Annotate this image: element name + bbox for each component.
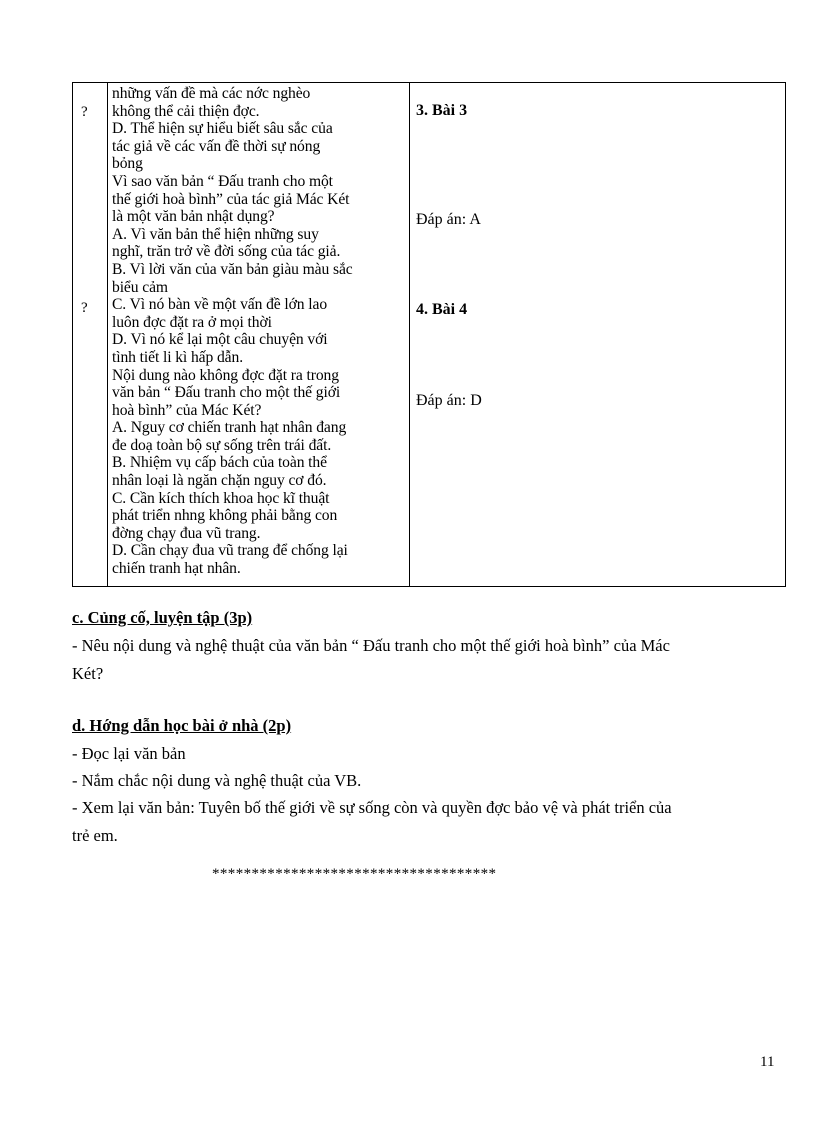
table-column-divider	[107, 83, 108, 586]
question-line: A. Vì văn bản thể hiện những suy	[112, 225, 319, 243]
section-d-item: - Xem lại văn bản: Tuyên bố thế giới về sự sống còn và quyền đợc bảo vệ và phát triển của	[72, 798, 672, 817]
question-line: nghĩ, trăn trở về đời sống của tác giả.	[112, 243, 341, 261]
question-line: những vấn đề mà các nớc nghèo	[112, 85, 311, 102]
question-line: C. Vì nó bàn về một vấn đề lớn lao	[112, 296, 328, 314]
separator-stars: ************************************	[212, 866, 497, 882]
table-column-divider	[409, 83, 410, 586]
question-line: hoà bình” của Mác Két?	[112, 401, 262, 419]
question-line: luôn đợc đặt ra ở mọi thời	[112, 313, 272, 331]
question-line: B. Nhiệm vụ cấp bách của toàn thể	[112, 454, 327, 472]
question-table	[72, 82, 786, 587]
question-line: D. Thể hiện sự hiểu biết sâu sắc của	[112, 120, 333, 138]
question-line: C. Cần kích thích khoa học kĩ thuật	[112, 489, 330, 507]
section-d-item: - Nắm chắc nội dung và nghệ thuật của VB.	[72, 771, 362, 790]
row-question-mark: ?	[81, 300, 88, 316]
question-line: bỏng	[112, 155, 143, 173]
question-line: B. Vì lời văn của văn bản giàu màu sắc	[112, 260, 353, 278]
row-question-mark: ?	[81, 104, 88, 120]
question-line: D. Vì nó kể lại một câu chuyện với	[112, 331, 328, 349]
exercise-3-heading: 3. Bài 3	[416, 102, 468, 119]
page-number: 11	[760, 1054, 775, 1070]
question-line: biểu cảm	[112, 278, 168, 296]
section-c-line: Két?	[72, 664, 104, 683]
question-content-cell	[112, 85, 404, 578]
section-d-item: trẻ em.	[72, 826, 118, 845]
question-line: phát triển nhng không phải bằng con	[112, 507, 338, 525]
section-c-line: - Nêu nội dung và nghệ thuật của văn bản “ Đấu tranh cho một thế giới hoà bình” của Mác	[72, 636, 670, 655]
question-line: không thể cải thiện đợc.	[112, 102, 260, 120]
exercise-4-heading: 4. Bài 4	[416, 301, 468, 318]
question-line: là một văn bản nhật dụng?	[112, 208, 275, 226]
exercise-3-answer: Đáp án: A	[416, 211, 481, 228]
exercise-4-answer: Đáp án: D	[416, 392, 482, 409]
question-line: đờng chạy đua vũ trang.	[112, 524, 261, 542]
question-line: tác giả về các vấn đề thời sự nóng	[112, 137, 321, 155]
question-line: A. Nguy cơ chiến tranh hạt nhân đang	[112, 419, 347, 437]
question-line: Vì sao văn bản “ Đấu tranh cho một	[112, 172, 333, 190]
question-line: đe doạ toàn bộ sự sống trên trái đất.	[112, 436, 332, 454]
question-line: Nội dung nào không đợc đặt ra trong	[112, 366, 339, 384]
question-line: tình tiết li kì hấp dẫn.	[112, 348, 243, 366]
question-line: văn bản “ Đấu tranh cho một thế giới	[112, 384, 341, 402]
section-d-heading: d. Hớng dẫn học bài ở nhà (2p)	[72, 716, 292, 735]
question-line: D. Cần chạy đua vũ trang để chống lại	[112, 542, 348, 560]
section-c-heading: c. Củng cố, luyện tập (3p)	[72, 608, 253, 627]
question-line: chiến tranh hạt nhân.	[112, 560, 241, 578]
question-line: thế giới hoà bình” của tác giả Mác Két	[112, 190, 350, 208]
question-line: nhân loại là ngăn chặn nguy cơ đó.	[112, 472, 327, 490]
section-d-item: - Đọc lại văn bản	[72, 744, 186, 763]
